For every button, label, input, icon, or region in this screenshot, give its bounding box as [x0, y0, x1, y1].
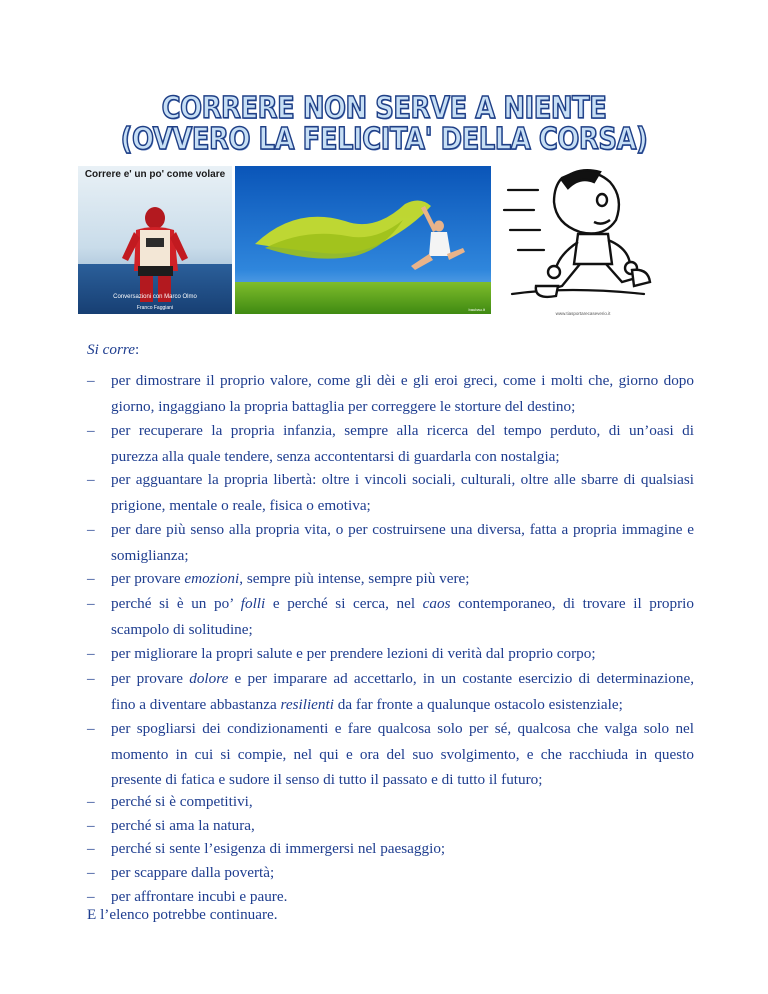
- list-item-line: [111, 666, 694, 692]
- intro-line: [87, 341, 139, 359]
- text-segment: contemporaneo, di trovare il proprio: [450, 595, 694, 612]
- list-dash: –: [87, 670, 95, 687]
- list-dash: –: [87, 720, 95, 737]
- list-item-line: somiglianza;: [111, 546, 189, 564]
- list-dash: –: [87, 864, 95, 881]
- list-item-line: [111, 692, 694, 718]
- list-dash: –: [87, 840, 95, 857]
- list-item-line: scampolo di solitudine;: [111, 620, 253, 638]
- list-item-line: prigione, mentale o reale, fisica o emotiva;: [111, 496, 371, 514]
- title-line-2: (OVVERO LA FELICITA' DELLA CORSA): [120, 122, 648, 157]
- text-segment: e per imparare ad accettarlo, in un costante esercizio di determinazione,: [228, 670, 694, 687]
- list-dash: –: [87, 422, 95, 439]
- emphasis-word: emozioni: [184, 570, 240, 587]
- text-segment: e perché si cerca, nel: [265, 595, 423, 612]
- emphasis-word: resilienti: [280, 695, 334, 713]
- list-item-line: perché si è competitivi,: [111, 793, 253, 810]
- text-segment: fino a diventare abbastanza: [111, 695, 281, 713]
- book-cover-image: [78, 166, 232, 314]
- text-segment: per provare: [111, 570, 185, 587]
- cartoon-caption: www.tiasportarecaseverio.it: [555, 311, 611, 316]
- book-cover-title: Correre e' un po' come volare: [84, 169, 226, 180]
- list-item-line: purezza alla quale tendere, senza accontentarsi di guardarla con nostalgia;: [111, 447, 560, 465]
- list-item-line: perché si sente l’esigenza di immergersi nel paesaggio;: [111, 840, 446, 857]
- emphasis-word: folli: [240, 595, 266, 612]
- cartoon-runner-image: [498, 160, 668, 320]
- list-dash: –: [87, 645, 95, 662]
- intro-label: Si corre: [87, 341, 135, 358]
- list-dash: –: [87, 372, 95, 389]
- list-item-line: per recuperare la propria infanzia, sempre alla ricerca del tempo perduto, di un’oasi di: [111, 422, 694, 439]
- list-item-line: per agguantare la propria libertà: oltre i vincoli sociali, culturali, oltre alle sbarre di qualsiasi: [111, 471, 694, 488]
- list-item-line: per dare più senso alla propria vita, o per costruirsene una diversa, fatta a propria immagine e: [111, 521, 694, 538]
- intro-colon: :: [134, 341, 140, 358]
- title-line-1: CORRERE NON SERVE A NIENTE: [161, 91, 607, 126]
- list-item-line: momento in cui si compie, nel qui e ora del suo svolgimento, e che racchiuda in questo: [111, 745, 694, 763]
- text-segment: perché si è un po’: [111, 595, 241, 612]
- list-dash: –: [87, 888, 95, 905]
- list-item-line: [111, 566, 694, 592]
- list-dash: –: [87, 471, 95, 488]
- emphasis-word: caos: [422, 595, 451, 612]
- text-segment: , sempre più intense, sempre più vere;: [239, 570, 470, 587]
- book-cover-subtitle: Conversazioni con Marco Olmo: [113, 294, 197, 300]
- book-cover-author: Franco Faggiani: [136, 305, 174, 311]
- closing-line: E l’elenco potrebbe continuare.: [87, 906, 278, 923]
- list-dash: –: [87, 793, 95, 810]
- text-segment: per provare: [111, 670, 190, 687]
- list-item-line: per dimostrare il proprio valore, come gli dèi e gli eroi greci, come i molti che, giorno dopo: [111, 372, 694, 389]
- list-dash: –: [87, 521, 95, 538]
- list-item-line: per scappare dalla povertà;: [111, 864, 275, 881]
- list-dash: –: [87, 570, 95, 587]
- text-segment: da far fronte a qualunque ostacolo esistenziale;: [333, 695, 623, 713]
- jump-photo-image: [235, 166, 491, 314]
- emphasis-word: dolore: [189, 670, 229, 687]
- list-item-line: per migliorare la propri salute e per prendere lezioni di verità dal proprio corpo;: [111, 645, 596, 662]
- list-item-line: presente di fatica e sudore il senso di tutto il passato e di tutto il futuro;: [111, 771, 543, 789]
- list-item-line: [111, 591, 694, 617]
- jump-photo-credit: baubau.it: [468, 307, 485, 312]
- list-item-line: giorno, ingaggiano la propria battaglia per correggere le storture del destino;: [111, 397, 576, 415]
- list-item-line: per affrontare incubi e paure.: [111, 888, 288, 905]
- list-item-line: perché si ama la natura,: [111, 817, 255, 834]
- list-dash: –: [87, 817, 95, 834]
- list-item-line: per spogliarsi dei condizionamenti e fare qualcosa solo per sé, qualcosa che valga solo nel: [111, 720, 694, 737]
- list-dash: –: [87, 595, 95, 612]
